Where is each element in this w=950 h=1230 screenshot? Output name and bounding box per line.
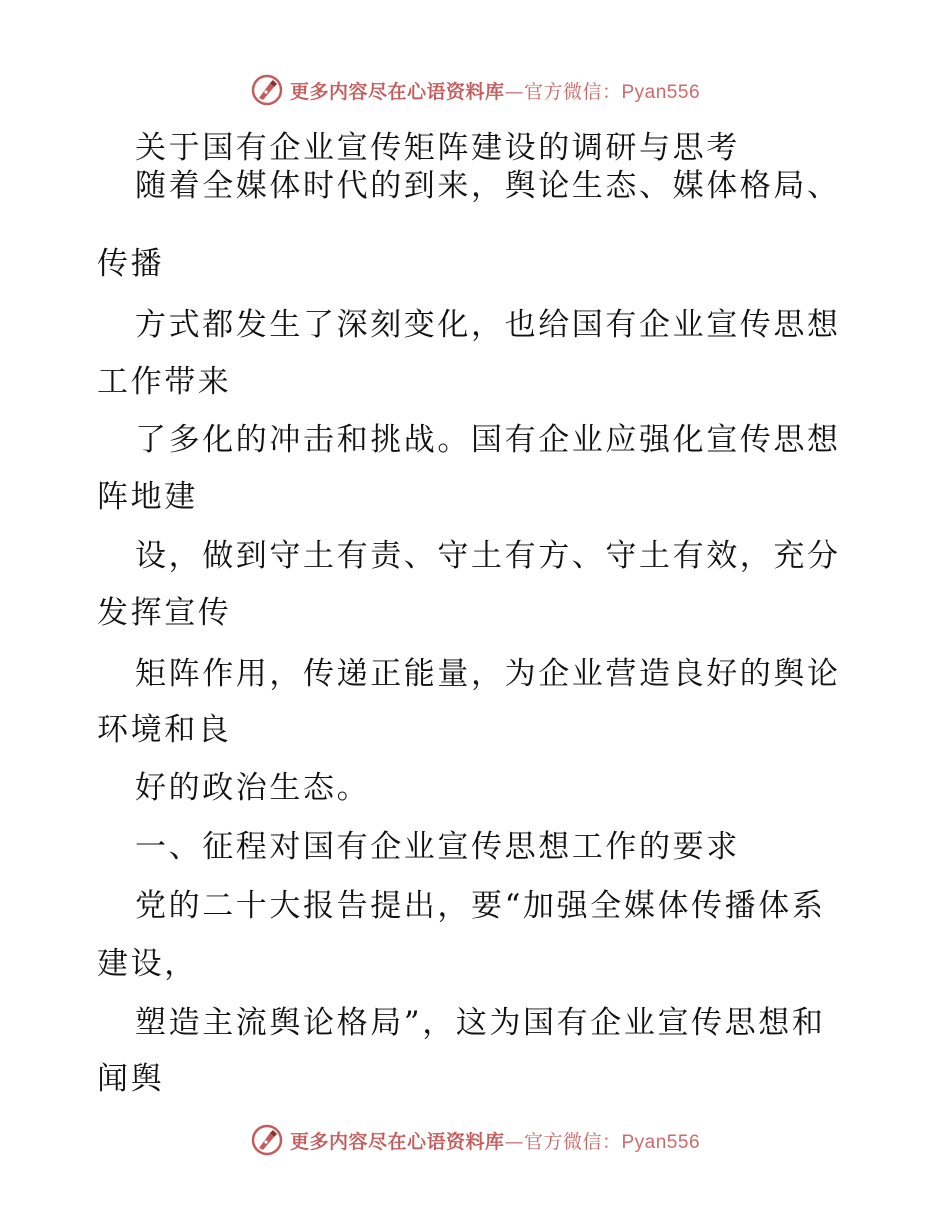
paragraph-line: 传播 [97,246,165,282]
paragraph-line: 了多化的冲击和挑战。国有企业应强化宣传思想 [135,422,841,458]
paragraph-line: 闻舆 [97,1061,165,1097]
watermark-text: 更多内容尽在心语资料库—官方微信：Pyan556 [289,1130,701,1153]
header-watermark [0,70,950,110]
paragraph-line: 党的二十大报告提出，要“加强全媒体传播体系 [135,888,826,924]
paragraph-line: 阵地建 [97,479,198,515]
paragraph-line: 好的政治生态。 [135,770,371,806]
paragraph-line: 矩阵作用，传递正能量，为企业营造良好的舆论 [135,656,841,692]
watermark-text: 更多内容尽在心语资料库—官方微信：Pyan556 [289,80,701,103]
pen-nib-logo-icon [250,1123,284,1157]
paragraph-line: 建设， [97,946,198,982]
paragraph-line: 发挥宣传 [97,595,232,631]
paragraph-line: 工作带来 [97,364,232,400]
paragraph-line: 方式都发生了深刻变化，也给国有企业宣传思想 [135,307,841,343]
paragraph-line: 设，做到守土有责、守土有方、守土有效，充分 [135,538,841,574]
section-heading: 一、征程对国有企业宣传思想工作的要求 [135,829,740,865]
paragraph-line: 环境和良 [97,712,232,748]
pen-nib-logo-icon [250,73,284,107]
footer-watermark [0,1120,950,1160]
document-title: 关于国有企业宣传矩阵建设的调研与思考 [135,130,740,166]
paragraph-line: 塑造主流舆论格局”，这为国有企业宣传思想和 [135,1005,826,1041]
paragraph-line: 随着全媒体时代的到来，舆论生态、媒体格局、 [135,168,841,204]
